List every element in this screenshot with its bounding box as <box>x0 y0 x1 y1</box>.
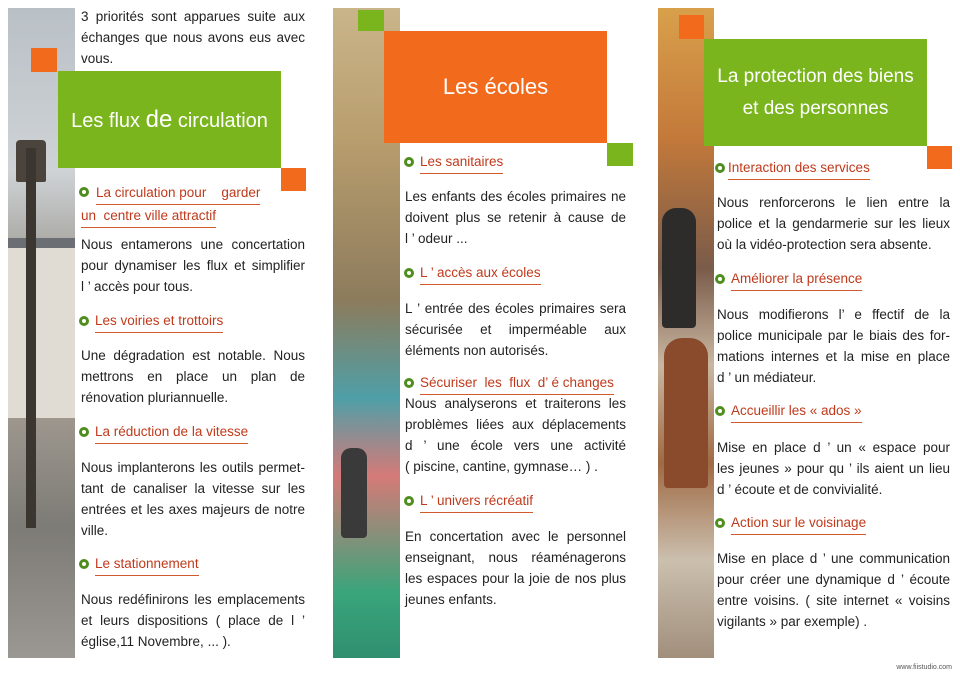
bullet-icon <box>404 268 414 278</box>
orange-square-decoration <box>31 48 57 72</box>
heading-voisinage: Action sur le voisinage <box>731 512 866 535</box>
green-square-decoration <box>607 143 633 166</box>
paragraph-interaction-services: Nous renforcerons le lien entre la police et la gendarmerie sur les lieux où la vidéo-protection sera absente. <box>717 195 950 252</box>
bullet-icon <box>715 163 725 173</box>
heading-flux-echanges: Sécuriser les flux d’ é changes <box>420 372 614 395</box>
paragraph-flux-echanges: Nous analyserons et traiterons les problèmes liées aux déplacements d ’ une école vers une activité ( piscine, cantine, gymnase… ) . <box>405 396 626 474</box>
bullet-icon <box>404 496 414 506</box>
credit-text: www.fiistudio.com <box>896 664 952 671</box>
bullet-icon <box>79 427 89 437</box>
heading-vitesse: La réduction de la vitesse <box>95 421 248 444</box>
green-square-decoration <box>358 10 384 31</box>
child-figure <box>341 448 367 538</box>
orange-square-decoration <box>679 15 704 39</box>
paragraph-voisinage: Mise en place d ’ une communication pour créer une dynamique d ’ écoute entre voisins. ( site internet « voisins vigilants » par exemple) . <box>717 551 950 629</box>
bullet-icon <box>79 316 89 326</box>
heading-acces-ecoles: L ’ accès aux écoles <box>420 262 541 285</box>
heading-univers-recreatif: L ’ univers récréatif <box>420 490 533 513</box>
intro-paragraph: 3 priorités sont apparues suite aux échanges que nous avons eus avec vous. <box>81 9 305 66</box>
bullet-icon <box>404 378 414 388</box>
section-title-protection: La protection des biens et des personnes <box>704 39 927 146</box>
paragraph-stationnement: Nous redéfinirons les emplacements et leurs dispositions ( place de l ’ église,11 Novembre, ... ). <box>81 592 305 649</box>
person-figure <box>664 338 708 488</box>
section-title-circulation: Les flux de circulation <box>58 71 281 168</box>
paragraph-presence: Nous modifierons l’ e ffectif de la police municipale par le biais des for- mations internes et la mise en place d ’ un médiateur. <box>717 307 950 385</box>
paragraph-univers-recreatif: En concertation avec le personnel enseignant, nous réaménagerons les espaces pour la joie de nos plus jeunes enfants. <box>405 529 626 607</box>
heading-voiries: Les voiries et trottoirs <box>95 310 223 333</box>
section-title-ecoles: Les écoles <box>384 31 607 143</box>
orange-square-decoration <box>927 146 952 169</box>
bullet-icon <box>715 274 725 284</box>
paragraph-acces-ecoles: L ’ entrée des écoles primaires sera sécurisée et imperméable aux éléments non autorisés. <box>405 301 626 358</box>
paragraph-vitesse: Nous implanterons les outils permet- tant de canaliser la vitesse sur les entrées et les axes majeurs de notre ville. <box>81 460 305 538</box>
bullet-icon <box>404 157 414 167</box>
bullet-icon <box>79 559 89 569</box>
bullet-icon <box>715 518 725 528</box>
heading-sanitaires: Les sanitaires <box>420 151 503 174</box>
paragraph-ados: Mise en place d ’ un « espace pour les jeunes » pour qu ’ ils aient un lieu d ’ écoute et de convivialité. <box>717 440 950 497</box>
street-lamp-post <box>26 148 36 528</box>
heading-interaction-services: Interaction des services <box>728 157 870 180</box>
building <box>8 248 75 418</box>
heading-presence: Améliorer la présence <box>731 268 862 291</box>
bullet-icon <box>715 406 725 416</box>
person-figure <box>662 208 696 328</box>
heading-ados: Accueillir les « ados » <box>731 400 862 423</box>
paragraph-sanitaires: Les enfants des écoles primaires ne doivent plus se retenir à cause de l ’ odeur ... <box>405 189 626 246</box>
paragraph-circulation: Nous entamerons une concertation pour dynamiser les flux et simplifier l ’ accès pour tous. <box>81 237 305 294</box>
paragraph-voiries: Une dégradation est notable. Nous mettrons en place un plan de rénovation pluriannuelle. <box>81 348 305 405</box>
heading-circulation: La circulation pour garder un centre ville attractif <box>81 182 311 228</box>
heading-stationnement: Le stationnement <box>95 553 199 576</box>
